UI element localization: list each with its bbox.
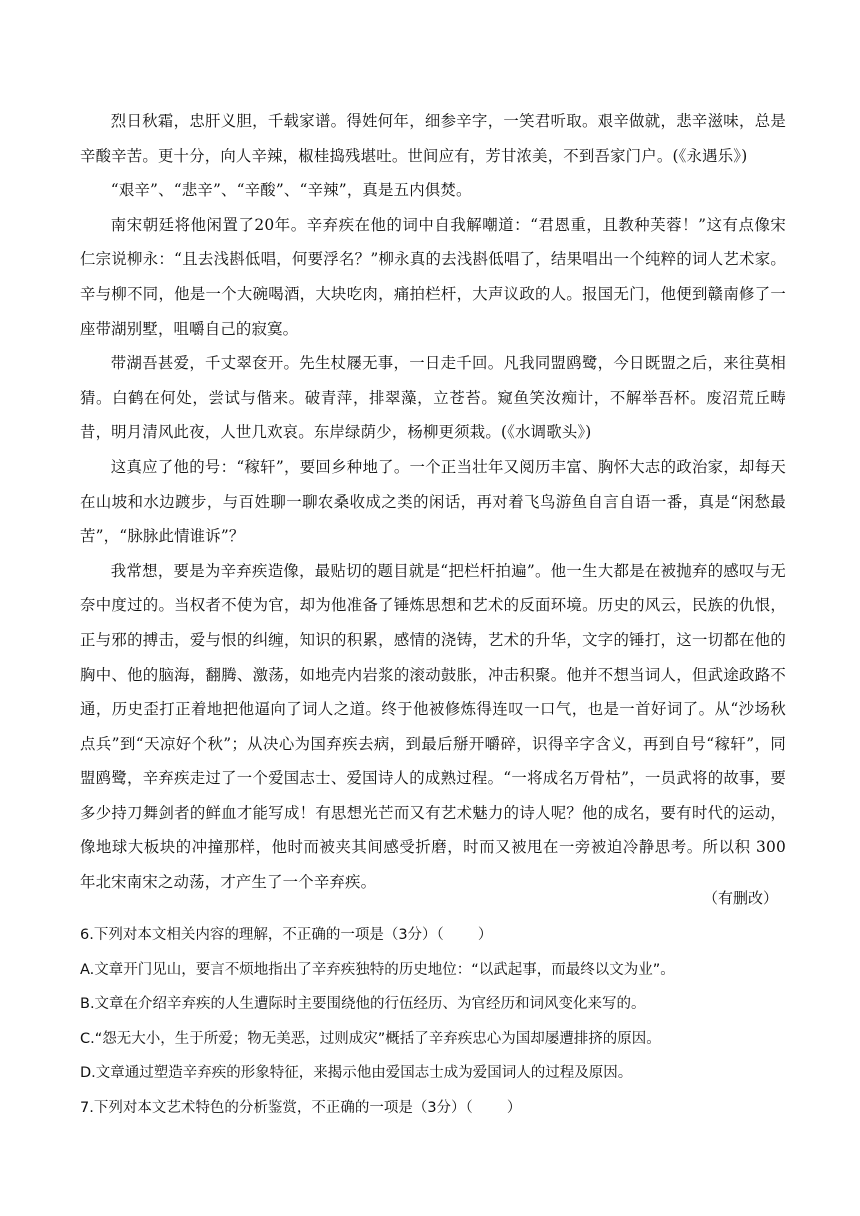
question-6-close: ） xyxy=(477,927,493,943)
question-6-option-c: C.“怨无大小，生于所爱；物无美恶，过则成灾”概括了辛弃疾忠心为国却屡遭排挤的原因。 xyxy=(80,1030,661,1047)
passage-paragraph: 烈日秋霜，忠肝义胆，千载家谱。得姓何年，细参辛字，一笑君听取。艰辛做就，悲辛滋味，总是辛酸辛苦。更十分，向人辛辣，椒桂捣残堪吐。世间应有，芳甘浓美，不到吾家门户。(《永遇乐》) xyxy=(80,112,786,165)
passage-paragraph: 带湖吾甚爱，千丈翠奁开。先生杖屦无事，一日走千回。凡我同盟鸥鹭，今日既盟之后，来往莫相猜。白鹤在何处，尝试与偕来。破青萍，排翠藻，立苍苔。窥鱼笑汝痴计，不解举吾杯。废沼荒丘畴昔，明月清风此夜，人世几欢哀。东岸绿荫少，杨柳更须栽。(《水调歌头》) xyxy=(80,354,786,442)
question-section xyxy=(80,918,786,1126)
reading-passage xyxy=(80,104,786,900)
question-6-text: 6.下列对本文相关内容的理解，不正确的一项是（3分）（ xyxy=(80,927,444,943)
source-note: （有删改） xyxy=(702,889,778,907)
question-7-close: ） xyxy=(506,1099,522,1116)
question-6-option-b: B.文章在介绍辛弃疾的人生遭际时主要围绕他的行伍经历、为官经历和词风变化来写的。 xyxy=(80,996,646,1013)
question-6-option-a: A.文章开门见山，要言不烦地指出了辛弃疾独特的历史地位：“以武起事，而最终以文为业”。 xyxy=(80,961,675,978)
passage-paragraph: 南宋朝廷将他闲置了20年。辛弃疾在他的词中自我解嘲道：“君恩重，且教种芙蓉！”这有点像宋仁宗说柳永：“且去浅斟低唱，何要浮名？”柳永真的去浅斟低唱了，结果唱出一个纯粹的词人艺术家。辛与柳不同，他是一个大碗喝酒，大块吃肉，痛拍栏杆，大声议政的人。报国无门，他便到赣南修了一座带湖别墅，咀嚼自己的寂寞。 xyxy=(80,215,786,338)
passage-paragraph: 这真应了他的号：“稼轩”，要回乡种地了。一个正当壮年又阅历丰富、胸怀大志的政治家，却每天在山坡和水边踱步，与百姓聊一聊农桑收成之类的闲话，再对着飞鸟游鱼自言自语一番，真是“闲愁最苦”，“脉脉此情谁诉”？ xyxy=(80,457,786,546)
passage-paragraph: 我常想，要是为辛弃疾造像，最贴切的题目就是“把栏杆拍遍”。他一生大都是在被抛弃的感叹与无奈中度过的。当权者不使为官，却为他准备了锤炼思想和艺术的反面环境。历史的风云，民族的仇恨，正与邪的搏击，爱与恨的纠缠，知识的积累，感情的浇铸，艺术的升华，文字的锤打，这一切都在他的胸中、他的脑海，翻腾、激荡，如地壳内岩浆的滚动鼓胀，冲击积聚。他并不想当词人，但武途政路不通，历史歪打正着地把他逼向了词人之道。终于他被修炼得连叹一口气，也是一首好词了。从“沙场秋点兵”到“天凉好个秋”；从决心为国弃疾去病，到最后掰开嚼碎，识得辛字含义，再到自号“稼轩”，同盟鸥鹭，辛弃疾走过了一个爱国志士、爱国诗人的成熟过程。“一将成名万骨枯”，一员武将的故事，要多少持刀舞剑者的鲜血才能写成！有思想光芒而又有艺术魅力的诗人呢？他的成名，要有时代的运动，像地球大板块的冲撞那样，他时而被夹其间感受折磨，时而又被甩在一旁被迫冷静思考。所以积 300 年北宋南宋之动荡，才产生了一个辛弃疾。 xyxy=(80,561,786,892)
question-7-stem xyxy=(80,1091,786,1126)
question-6-option-d: D.文章通过塑造辛弃疾的形象特征，来揭示他由爱国志士成为爱国词人的过程及原因。 xyxy=(80,1065,633,1082)
passage-paragraph: “艰辛”、“悲辛”、“辛酸”、“辛辣”，真是五内俱焚。 xyxy=(110,181,472,200)
question-6-stem xyxy=(80,918,786,953)
question-7-text: 7.下列对本文艺术特色的分析鉴赏，不正确的一项是（3分）（ xyxy=(80,1099,473,1116)
